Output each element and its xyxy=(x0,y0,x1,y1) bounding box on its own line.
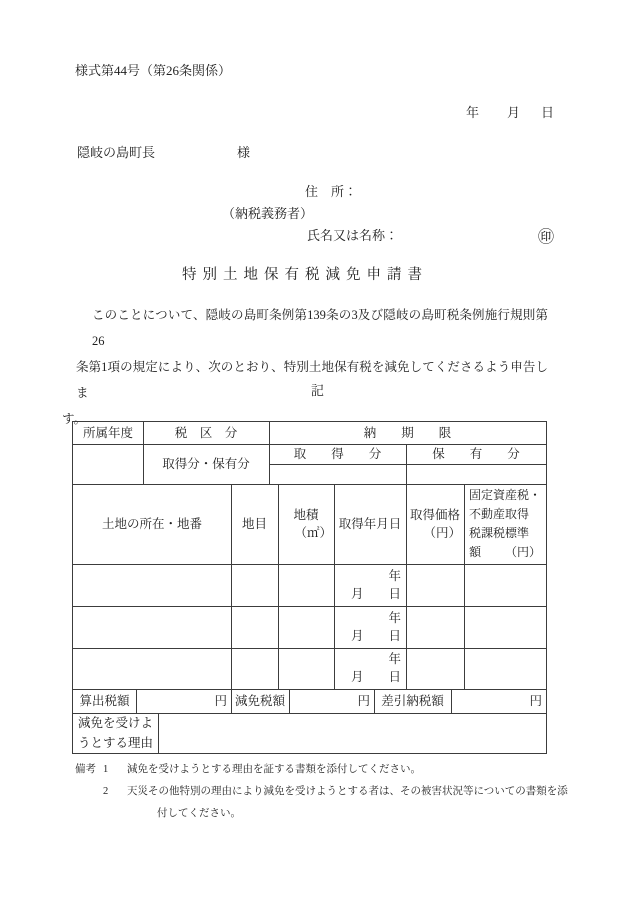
row2-month-day-label: 月 日 xyxy=(350,628,401,643)
row1-date-cell xyxy=(334,564,406,606)
acquisition-due-blank xyxy=(269,464,406,484)
reason-label-line1: 減免を受けよ xyxy=(78,716,154,730)
addressee-honorific: 様 xyxy=(237,145,251,160)
header-land-type: 地目 xyxy=(241,516,267,531)
date-month-label: 月 xyxy=(507,105,521,120)
table-rule xyxy=(73,564,546,565)
header-acquisition-date: 取得年月日 xyxy=(338,516,402,531)
header-area-line2: （㎡） xyxy=(294,526,332,540)
note1-text: 減免を受けようとする理由を証する書類を添付してください。 xyxy=(127,764,421,775)
net-tax-unit: 円 xyxy=(529,693,542,708)
holding-due-blank xyxy=(406,464,546,484)
body-line-3: す。 xyxy=(62,412,87,426)
header-area-line1: 地積 xyxy=(293,507,319,522)
notes-label: 備考 xyxy=(75,764,96,775)
seal-mark-icon: ㊞ xyxy=(538,229,555,246)
body-line-1: このことについて、隠岐の島町条例第139条の3及び隠岐の島町税条例施行規則第26 xyxy=(92,308,548,348)
header-due-date: 納 期 限 xyxy=(363,425,452,440)
table-rule xyxy=(73,648,546,649)
header-price-line1: 取得価格 xyxy=(409,507,460,522)
header-price-line2: （円） xyxy=(423,526,461,540)
fiscal-year-blank xyxy=(73,444,143,484)
addressee-name: 隠岐の島町長 xyxy=(77,145,156,160)
body-paragraph xyxy=(62,302,548,432)
row2-year-label: 年 xyxy=(388,610,401,625)
std-line3: 税課税標準 xyxy=(469,526,530,540)
calculated-tax-unit: 円 xyxy=(214,693,227,708)
table-rule xyxy=(73,606,546,607)
std-line2: 不動産取得 xyxy=(469,507,530,521)
row1-year-label: 年 xyxy=(388,568,401,583)
net-tax-label: 差引納税額 xyxy=(381,693,444,708)
date-day-label: 日 xyxy=(541,105,555,120)
header-land-location: 土地の所在・地番 xyxy=(101,516,202,531)
tax-reduction-table xyxy=(72,421,547,754)
body-line-2: 条第1項の規定により、次のとおり、特別土地保有税を減免してくださるよう申告しま xyxy=(76,360,548,400)
row3-date-cell xyxy=(334,648,406,689)
address-label: 住 所： xyxy=(305,184,358,199)
reduction-tax-label: 減免税額 xyxy=(234,693,285,708)
std-line4-right: （円） xyxy=(504,545,541,559)
header-standard-value xyxy=(464,484,546,564)
header-holding-part: 保 有 分 xyxy=(432,446,520,461)
reduction-tax-unit: 円 xyxy=(357,693,370,708)
header-area xyxy=(278,484,334,564)
std-line4 xyxy=(469,543,541,562)
note2-text-line1: 天災その他特別の理由により減免を受けようとする者は、その被害状況等についての書類を添 xyxy=(127,786,568,797)
page-title: 特別土地保有税減免申請書 xyxy=(182,267,428,283)
ki-heading: 記 xyxy=(311,383,325,398)
reason-blank xyxy=(158,713,546,753)
row3-month-day-label: 月 日 xyxy=(350,670,401,685)
tax-category-value: 取得分・保有分 xyxy=(162,456,250,471)
note2-number: 2 xyxy=(103,786,109,797)
header-acquisition-part: 取 得 分 xyxy=(293,446,382,461)
reason-label-line2: うとする理由 xyxy=(78,735,154,750)
date-year-label: 年 xyxy=(466,105,480,120)
row2-date-cell xyxy=(334,606,406,648)
row1-month-day-label: 月 日 xyxy=(350,586,401,601)
note2-text-line2: 付してください。 xyxy=(157,808,241,819)
std-line4-left: 額 xyxy=(469,545,482,559)
taxpayer-label: （納税義務者） xyxy=(222,206,314,221)
form-number: 様式第44号（第26条関係） xyxy=(75,63,232,78)
header-fiscal-year: 所属年度 xyxy=(82,425,133,440)
row3-year-label: 年 xyxy=(388,652,401,667)
reason-label xyxy=(73,713,158,753)
name-label: 氏名又は名称： xyxy=(307,228,399,243)
header-tax-category: 税 区 分 xyxy=(174,425,238,440)
note1-number: 1 xyxy=(103,764,109,775)
header-acquisition-price xyxy=(406,484,464,564)
std-line1: 固定資産税・ xyxy=(469,488,542,502)
calculated-tax-label: 算出税額 xyxy=(79,693,130,708)
